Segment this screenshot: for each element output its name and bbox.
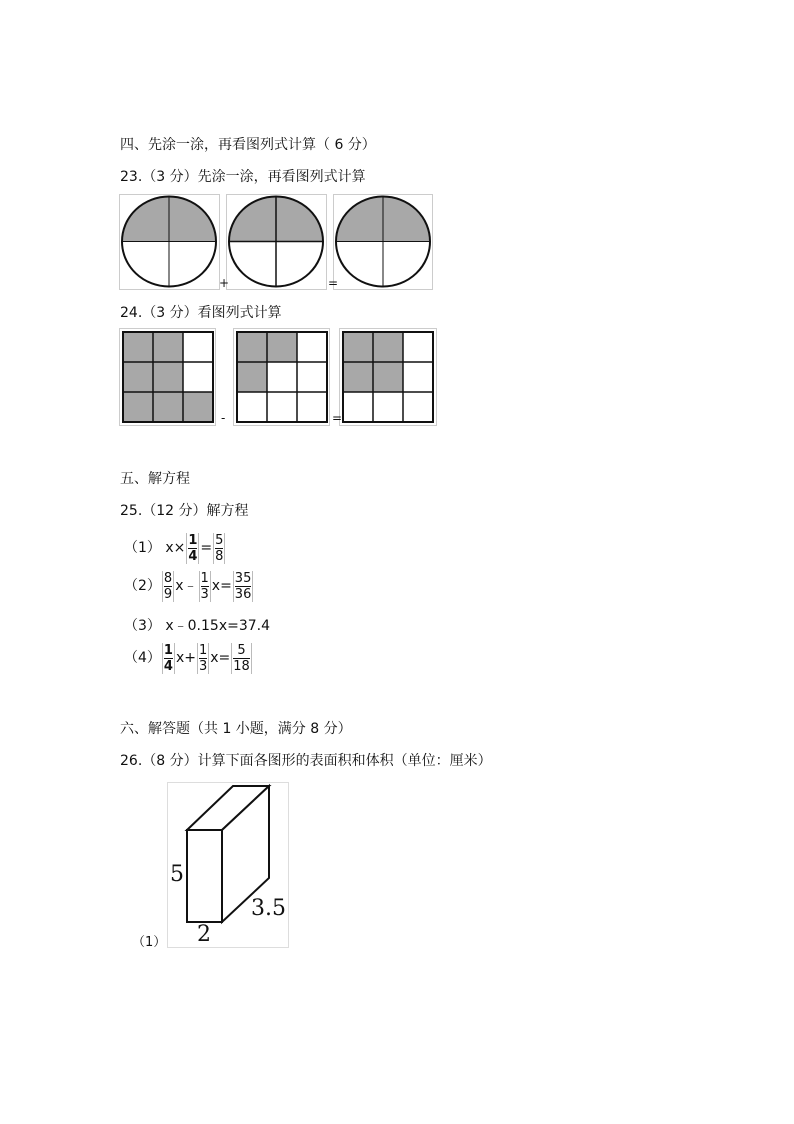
question-25-label: 25.（12 分）解方程 [120, 503, 249, 519]
fraction-denominator: 4 [188, 548, 198, 564]
plus-sign: + [219, 276, 230, 290]
equation-4-fraction-1 [162, 643, 175, 674]
question-24-label: 24.（3 分）看图列式计算 [120, 305, 282, 321]
equation-1-fraction-1 [186, 533, 199, 564]
fraction-denominator: 18 [233, 658, 250, 674]
equals-sign: = [328, 276, 339, 290]
equation-1-equals: = [200, 540, 213, 556]
equation-4-fraction-2 [197, 643, 209, 674]
equation-4-fraction-3 [231, 643, 252, 674]
equation-1-prefix: （1） x× [124, 540, 186, 556]
equation-1 [124, 532, 226, 564]
equation-2-prefix: （2） [124, 578, 161, 594]
minus-sign: - [221, 411, 226, 425]
grid-figure-1 [120, 329, 216, 426]
fraction-numerator: 1 [188, 532, 198, 548]
fraction-numerator: 5 [233, 643, 250, 659]
equation-2 [124, 570, 254, 602]
fraction-denominator: 8 [215, 548, 224, 564]
cuboid-height-label: 5 [170, 862, 184, 887]
equation-2-term-2: x= [211, 578, 232, 594]
fraction-numerator: 1 [163, 642, 173, 658]
question-26-label: 26.（8 分）计算下面各图形的表面积和体积（单位：厘米） [120, 753, 492, 769]
fraction-numerator: 5 [215, 532, 224, 548]
equation-4-term-2: x= [210, 650, 231, 666]
question-24-figure [119, 328, 439, 426]
equation-4 [124, 642, 253, 674]
sub-question-1-label: （1） [132, 935, 167, 950]
equation-2-fraction-1 [162, 571, 174, 602]
fraction-numerator: 35 [234, 570, 252, 586]
question-23-figure [119, 194, 433, 290]
section-6-heading: 六、解答题（共 1 小题，满分 8 分） [120, 721, 352, 737]
cuboid-figure [167, 782, 289, 948]
circle-figure-3 [334, 195, 433, 290]
question-23-label: 23.（3 分）先涂一涂，再看图列式计算 [120, 169, 366, 185]
equals-sign-2: = [332, 411, 343, 425]
grid-figure-2 [234, 329, 330, 426]
fraction-denominator: 3 [198, 658, 208, 674]
equation-2-fraction-2 [199, 571, 211, 602]
circle-figure-1 [120, 195, 220, 290]
fraction-numerator: 8 [163, 570, 173, 586]
equation-4-prefix: （4） [124, 650, 161, 666]
fraction-numerator: 1 [200, 570, 209, 586]
equation-2-term-1: x﹣ [175, 578, 198, 594]
circle-figure-2 [227, 195, 327, 290]
cuboid-width-label: 2 [197, 922, 211, 947]
fraction-denominator: 9 [163, 586, 173, 602]
equation-2-fraction-3 [233, 571, 254, 602]
equation-3: （3） x﹣0.15x=37.4 [124, 618, 271, 634]
fraction-denominator: 36 [234, 586, 252, 602]
cuboid-depth-label: 3.5 [251, 896, 286, 921]
equation-1-fraction-2 [213, 533, 225, 564]
section-4-heading: 四、先涂一涂，再看图列式计算（ 6 分） [120, 137, 376, 153]
fraction-denominator: 3 [200, 586, 209, 602]
section-5-heading: 五、解方程 [120, 471, 190, 487]
fraction-denominator: 4 [163, 658, 173, 674]
fraction-numerator: 1 [198, 642, 208, 658]
equation-4-term-1: x+ [175, 650, 196, 666]
grid-figure-3 [340, 329, 437, 426]
